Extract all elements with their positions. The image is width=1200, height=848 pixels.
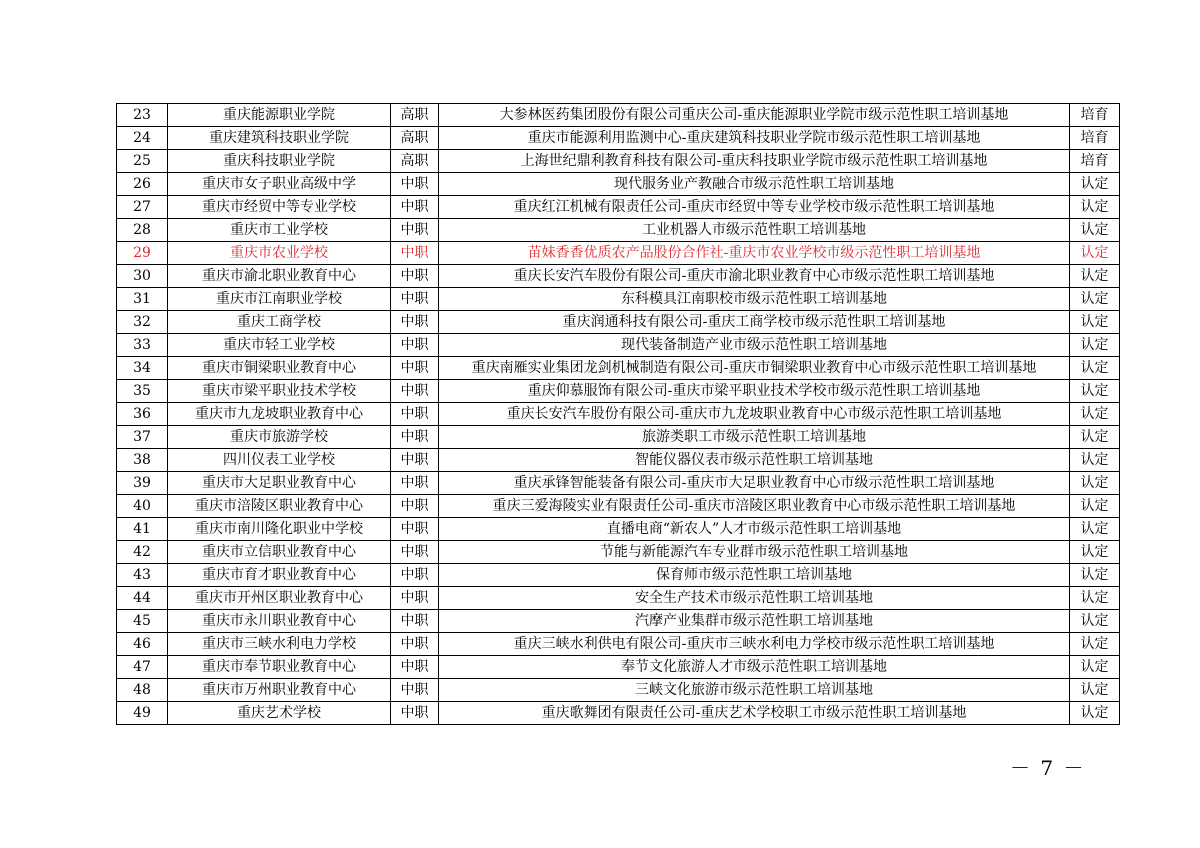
status-cell: 认定 (1070, 380, 1120, 403)
school-name-cell: 重庆市轻工业学校 (168, 334, 391, 357)
training-base-name-cell: 保育师市级示范性职工培训基地 (439, 564, 1070, 587)
row-number-cell: 36 (117, 403, 168, 426)
table-row (117, 334, 1120, 357)
school-level-cell: 中职 (391, 403, 439, 426)
school-name-cell: 四川仪表工业学校 (168, 449, 391, 472)
table-row (117, 196, 1120, 219)
table-row (117, 311, 1120, 334)
training-base-name-cell: 重庆仰慕服饰有限公司-重庆市梁平职业技术学校市级示范性职工培训基地 (439, 380, 1070, 403)
school-level-cell: 中职 (391, 357, 439, 380)
row-number-cell: 31 (117, 288, 168, 311)
status-cell: 认定 (1070, 541, 1120, 564)
table-row (117, 518, 1120, 541)
row-number-cell: 26 (117, 173, 168, 196)
row-number-cell: 40 (117, 495, 168, 518)
training-base-name-cell: 智能仪器仪表市级示范性职工培训基地 (439, 449, 1070, 472)
status-cell: 认定 (1070, 610, 1120, 633)
status-cell: 培育 (1070, 150, 1120, 173)
status-cell: 认定 (1070, 472, 1120, 495)
training-base-name-cell: 安全生产技术市级示范性职工培训基地 (439, 587, 1070, 610)
school-level-cell: 中职 (391, 426, 439, 449)
row-number-cell: 32 (117, 311, 168, 334)
row-number-cell: 33 (117, 334, 168, 357)
table-row (117, 403, 1120, 426)
school-name-cell: 重庆艺术学校 (168, 702, 391, 725)
school-level-cell: 中职 (391, 219, 439, 242)
school-name-cell: 重庆市铜梁职业教育中心 (168, 357, 391, 380)
status-cell: 认定 (1070, 265, 1120, 288)
status-cell: 认定 (1070, 288, 1120, 311)
status-cell: 认定 (1070, 587, 1120, 610)
status-cell: 认定 (1070, 656, 1120, 679)
training-base-name-cell: 东科模具江南职校市级示范性职工培训基地 (439, 288, 1070, 311)
status-cell: 认定 (1070, 633, 1120, 656)
table-row (117, 610, 1120, 633)
table-row (117, 656, 1120, 679)
school-name-cell: 重庆市育才职业教育中心 (168, 564, 391, 587)
row-number-cell: 46 (117, 633, 168, 656)
training-base-name-cell: 现代服务业产教融合市级示范性职工培训基地 (439, 173, 1070, 196)
school-name-cell: 重庆市梁平职业技术学校 (168, 380, 391, 403)
school-name-cell: 重庆市立信职业教育中心 (168, 541, 391, 564)
row-number-cell: 23 (117, 104, 168, 127)
training-base-name-cell: 重庆市能源利用监测中心-重庆建筑科技职业学院市级示范性职工培训基地 (439, 127, 1070, 150)
school-name-cell: 重庆市涪陵区职业教育中心 (168, 495, 391, 518)
table-row (117, 633, 1120, 656)
school-name-cell: 重庆市大足职业教育中心 (168, 472, 391, 495)
table-row (117, 426, 1120, 449)
status-cell: 认定 (1070, 242, 1120, 265)
status-cell: 认定 (1070, 564, 1120, 587)
school-level-cell: 中职 (391, 587, 439, 610)
school-name-cell: 重庆市开州区职业教育中心 (168, 587, 391, 610)
school-level-cell: 中职 (391, 196, 439, 219)
table-row (117, 564, 1120, 587)
school-name-cell: 重庆市三峡水利电力学校 (168, 633, 391, 656)
school-level-cell: 高职 (391, 104, 439, 127)
row-number-cell: 37 (117, 426, 168, 449)
status-cell: 认定 (1070, 334, 1120, 357)
training-base-name-cell: 直播电商“新农人”人才市级示范性职工培训基地 (439, 518, 1070, 541)
row-number-cell: 49 (117, 702, 168, 725)
table-row (117, 679, 1120, 702)
row-number-cell: 35 (117, 380, 168, 403)
school-level-cell: 中职 (391, 242, 439, 265)
school-level-cell: 高职 (391, 150, 439, 173)
row-number-cell: 24 (117, 127, 168, 150)
school-name-cell: 重庆市九龙坡职业教育中心 (168, 403, 391, 426)
row-number-cell: 27 (117, 196, 168, 219)
school-name-cell: 重庆市经贸中等专业学校 (168, 196, 391, 219)
row-number-cell: 30 (117, 265, 168, 288)
row-number-cell: 48 (117, 679, 168, 702)
status-cell: 认定 (1070, 196, 1120, 219)
table-row (117, 242, 1120, 265)
school-name-cell: 重庆市旅游学校 (168, 426, 391, 449)
school-name-cell: 重庆市女子职业高级中学 (168, 173, 391, 196)
table-row (117, 288, 1120, 311)
status-cell: 认定 (1070, 449, 1120, 472)
table-row (117, 219, 1120, 242)
training-base-name-cell: 重庆歌舞团有限责任公司-重庆艺术学校职工市级示范性职工培训基地 (439, 702, 1070, 725)
status-cell: 认定 (1070, 173, 1120, 196)
school-name-cell: 重庆建筑科技职业学院 (168, 127, 391, 150)
table-row (117, 449, 1120, 472)
school-level-cell: 中职 (391, 380, 439, 403)
row-number-cell: 41 (117, 518, 168, 541)
school-level-cell: 中职 (391, 288, 439, 311)
status-cell: 认定 (1070, 495, 1120, 518)
school-name-cell: 重庆能源职业学院 (168, 104, 391, 127)
row-number-cell: 44 (117, 587, 168, 610)
training-base-table-wrapper (116, 103, 1119, 725)
school-name-cell: 重庆市奉节职业教育中心 (168, 656, 391, 679)
training-base-name-cell: 现代装备制造产业市级示范性职工培训基地 (439, 334, 1070, 357)
school-level-cell: 中职 (391, 633, 439, 656)
row-number-cell: 39 (117, 472, 168, 495)
training-base-name-cell: 重庆润通科技有限公司-重庆工商学校市级示范性职工培训基地 (439, 311, 1070, 334)
school-level-cell: 中职 (391, 495, 439, 518)
training-base-name-cell: 重庆三峡水利供电有限公司-重庆市三峡水利电力学校市级示范性职工培训基地 (439, 633, 1070, 656)
training-base-name-cell: 重庆长安汽车股份有限公司-重庆市渝北职业教育中心市级示范性职工培训基地 (439, 265, 1070, 288)
status-cell: 认定 (1070, 679, 1120, 702)
status-cell: 认定 (1070, 403, 1120, 426)
school-level-cell: 中职 (391, 311, 439, 334)
training-base-name-cell: 重庆南雁实业集团龙剑机械制造有限公司-重庆市铜梁职业教育中心市级示范性职工培训基地 (439, 357, 1070, 380)
school-level-cell: 中职 (391, 472, 439, 495)
training-base-name-cell: 大参林医药集团股份有限公司重庆公司-重庆能源职业学院市级示范性职工培训基地 (439, 104, 1070, 127)
table-row (117, 495, 1120, 518)
page-number: － 7 － (1010, 756, 1086, 780)
row-number-cell: 47 (117, 656, 168, 679)
row-number-cell: 25 (117, 150, 168, 173)
school-name-cell: 重庆市永川职业教育中心 (168, 610, 391, 633)
school-level-cell: 中职 (391, 656, 439, 679)
school-level-cell: 中职 (391, 173, 439, 196)
status-cell: 认定 (1070, 518, 1120, 541)
school-level-cell: 中职 (391, 449, 439, 472)
training-base-name-cell: 重庆长安汽车股份有限公司-重庆市九龙坡职业教育中心市级示范性职工培训基地 (439, 403, 1070, 426)
school-name-cell: 重庆市江南职业学校 (168, 288, 391, 311)
status-cell: 认定 (1070, 357, 1120, 380)
school-level-cell: 高职 (391, 127, 439, 150)
row-number-cell: 43 (117, 564, 168, 587)
status-cell: 认定 (1070, 219, 1120, 242)
school-name-cell: 重庆市渝北职业教育中心 (168, 265, 391, 288)
table-row (117, 127, 1120, 150)
school-level-cell: 中职 (391, 541, 439, 564)
training-base-name-cell: 上海世纪鼎利教育科技有限公司-重庆科技职业学院市级示范性职工培训基地 (439, 150, 1070, 173)
table-row (117, 702, 1120, 725)
school-name-cell: 重庆科技职业学院 (168, 150, 391, 173)
table-row (117, 357, 1120, 380)
school-level-cell: 中职 (391, 679, 439, 702)
table-row (117, 104, 1120, 127)
status-cell: 培育 (1070, 104, 1120, 127)
row-number-cell: 45 (117, 610, 168, 633)
table-row (117, 150, 1120, 173)
school-level-cell: 中职 (391, 334, 439, 357)
status-cell: 认定 (1070, 702, 1120, 725)
table-row (117, 173, 1120, 196)
row-number-cell: 28 (117, 219, 168, 242)
school-name-cell: 重庆市万州职业教育中心 (168, 679, 391, 702)
row-number-cell: 34 (117, 357, 168, 380)
row-number-cell: 42 (117, 541, 168, 564)
school-name-cell: 重庆市农业学校 (168, 242, 391, 265)
table-row (117, 380, 1120, 403)
table-row (117, 472, 1120, 495)
school-level-cell: 中职 (391, 702, 439, 725)
school-level-cell: 中职 (391, 518, 439, 541)
training-base-name-cell: 奉节文化旅游人才市级示范性职工培训基地 (439, 656, 1070, 679)
school-level-cell: 中职 (391, 564, 439, 587)
school-level-cell: 中职 (391, 610, 439, 633)
training-base-name-cell: 重庆承锋智能装备有限公司-重庆市大足职业教育中心市级示范性职工培训基地 (439, 472, 1070, 495)
training-base-name-cell: 汽摩产业集群市级示范性职工培训基地 (439, 610, 1070, 633)
school-name-cell: 重庆市工业学校 (168, 219, 391, 242)
school-level-cell: 中职 (391, 265, 439, 288)
school-name-cell: 重庆工商学校 (168, 311, 391, 334)
table-body (117, 104, 1120, 725)
table-row (117, 587, 1120, 610)
status-cell: 培育 (1070, 127, 1120, 150)
status-cell: 认定 (1070, 426, 1120, 449)
training-base-name-cell: 旅游类职工市级示范性职工培训基地 (439, 426, 1070, 449)
table-row (117, 541, 1120, 564)
status-cell: 认定 (1070, 311, 1120, 334)
training-base-name-cell: 节能与新能源汽车专业群市级示范性职工培训基地 (439, 541, 1070, 564)
table-row (117, 265, 1120, 288)
training-base-name-cell: 重庆红江机械有限责任公司-重庆市经贸中等专业学校市级示范性职工培训基地 (439, 196, 1070, 219)
training-base-name-cell: 重庆三爱海陵实业有限责任公司-重庆市涪陵区职业教育中心市级示范性职工培训基地 (439, 495, 1070, 518)
training-base-name-cell: 工业机器人市级示范性职工培训基地 (439, 219, 1070, 242)
training-base-table (116, 103, 1120, 725)
row-number-cell: 29 (117, 242, 168, 265)
row-number-cell: 38 (117, 449, 168, 472)
training-base-name-cell: 苗妹香香优质农产品股份合作社-重庆市农业学校市级示范性职工培训基地 (439, 242, 1070, 265)
school-name-cell: 重庆市南川隆化职业中学校 (168, 518, 391, 541)
training-base-name-cell: 三峡文化旅游市级示范性职工培训基地 (439, 679, 1070, 702)
